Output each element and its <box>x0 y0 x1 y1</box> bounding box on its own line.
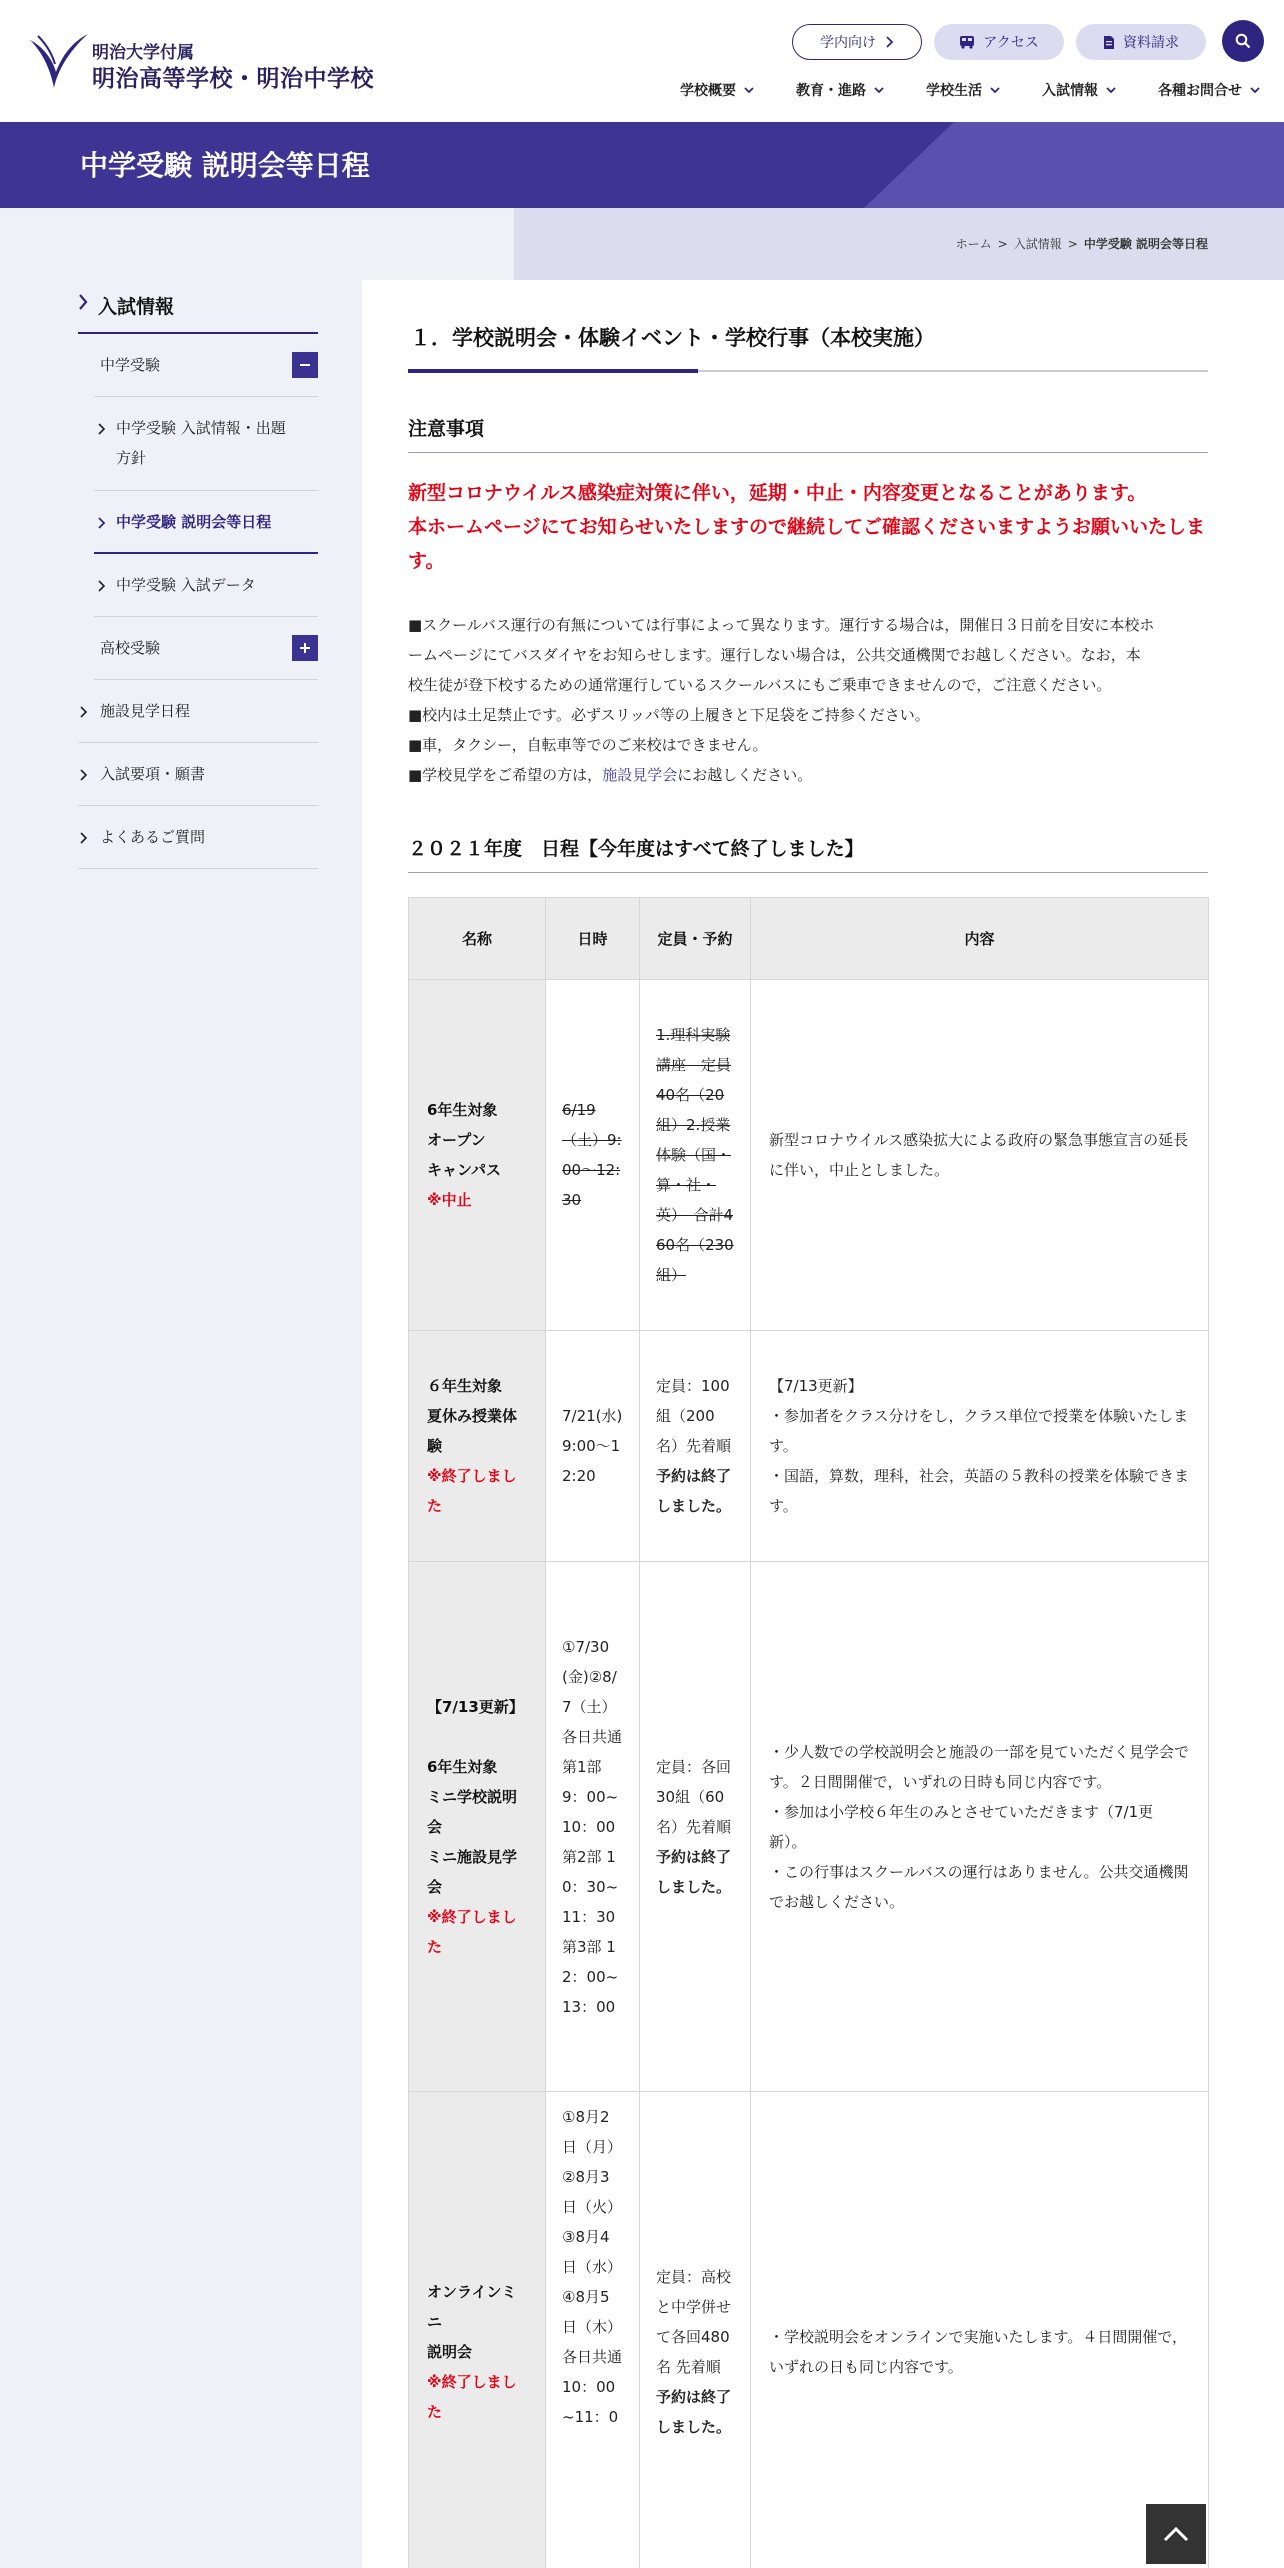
sidebar-heading-label: 入試情報 <box>98 296 175 318</box>
sidebar-item-junior-exam-info[interactable] <box>94 397 318 491</box>
chevron-down-icon <box>744 87 754 94</box>
notes-line <box>408 760 1208 790</box>
chevron-down-icon <box>1250 87 1260 94</box>
search-button[interactable] <box>1222 20 1264 62</box>
event-status: た <box>427 2402 443 2421</box>
minus-icon <box>299 359 311 371</box>
nav-contact[interactable] <box>1158 80 1260 100</box>
nav-label: 学校生活 <box>926 83 982 99</box>
page-title: 中学受験 説明会等日程 <box>80 149 370 182</box>
event-status: た <box>427 1497 443 1515</box>
nav-label: 各種お問合せ <box>1158 83 1242 99</box>
event-status: ※終了しまし <box>427 2372 517 2391</box>
logo-emblem-icon <box>28 32 90 90</box>
notes-text-post: にお越しください。 <box>677 766 813 784</box>
sidebar-item-high-school-exam[interactable] <box>94 617 318 680</box>
event-capacity: 定員：高校と中学併せて各回480名 先着順 <box>656 2267 732 2376</box>
page-title-band <box>0 122 1284 208</box>
chevron-right-icon <box>80 769 88 781</box>
event-name-cell <box>409 1331 546 1562</box>
breadcrumb-admissions[interactable]: 入試情報 <box>1013 237 1062 251</box>
schedule-heading: ２０２１年度 日程【今年度はすべて終了しました】 <box>408 838 864 860</box>
event-name-line: ６年生対象 <box>427 1377 503 1395</box>
event-date-cell: ①7/30(金)②8/7（土）各日共通 第1部 9：00~10：00 第2部 10：30~11：30 第3部 12：00~13：00 <box>546 1562 640 2092</box>
chevron-right-icon <box>80 706 88 718</box>
internal-link-label: 学内向け <box>820 35 876 51</box>
event-status: ※終了しまし <box>427 1907 517 1926</box>
nav-label: 教育・進路 <box>796 83 866 99</box>
breadcrumb-current: 中学受験 説明会等日程 <box>1083 237 1208 251</box>
logo-title: 明治高等学校・明治中学校 <box>92 66 374 92</box>
covid-notice-line: 新型コロナウイルス感染症対策に伴い，延期・中止・内容変更となることがあります。 <box>408 482 1147 504</box>
event-status: ※終了しまし <box>427 1467 517 1485</box>
event-content-line: ・国語，算数，理科，社会，英語の５教科の授業を体験できます。 <box>769 1467 1190 1515</box>
column-header: 定員・予約 <box>640 898 751 980</box>
notes-line: ■スクールバス運行の有無については行事によって異なります。運行する場合は，開催日３日前を目安に本校ホ <box>408 616 1155 634</box>
event-name-line: キャンパス <box>427 1161 501 1179</box>
nav-admissions[interactable] <box>1042 80 1116 100</box>
event-name-line: ミニ施設見学会 <box>427 1847 518 1896</box>
chevron-right-icon <box>98 580 106 592</box>
event-status: た <box>427 1937 443 1956</box>
reservation-status: 予約は終了しました。 <box>656 1847 732 1896</box>
chevron-right-icon <box>98 423 106 435</box>
expand-toggle[interactable] <box>292 635 318 661</box>
column-header: 日時 <box>546 898 640 980</box>
notes-text-pre: ■学校見学をご希望の方は， <box>408 766 603 784</box>
sidebar-item-label: 中学受験 入試情報・出題 <box>116 419 286 437</box>
event-name-line: ミニ学校説明会 <box>427 1787 518 1836</box>
reservation-status: 予約は終了しました。 <box>656 2387 732 2436</box>
sidebar-item-facility-tour[interactable] <box>78 680 318 743</box>
event-content-line: ・少人数での学校説明会と施設の一部を見ていただく見学会です。２日間開催で，いずれの日時も同じ内容です。 <box>769 1742 1190 1791</box>
event-content-cell <box>751 1562 1209 2092</box>
breadcrumb-separator: > <box>1067 237 1078 251</box>
table-header-row <box>409 898 1209 980</box>
event-name-cell <box>409 2092 546 2568</box>
notes-line: 校生徒が登下校するための通常運行しているスクールバスにもご乗車できませんので，ご注意ください。 <box>408 676 1112 694</box>
schedule-heading-rule <box>408 872 1208 873</box>
sidebar-item-label: 入試要項・願書 <box>100 765 206 783</box>
event-content-line: ・この行事はスクールバスの運行はありません。公共交通機関でお越しください。 <box>769 1862 1189 1911</box>
column-header: 内容 <box>751 898 1209 980</box>
sidebar-item-label-cont: 方針 <box>116 449 147 467</box>
site-header <box>0 0 1284 122</box>
nav-school-overview[interactable] <box>680 80 754 100</box>
sidebar-item-label: 高校受験 <box>100 639 161 657</box>
internal-link-button[interactable] <box>792 24 922 60</box>
sidebar-item-junior-exam-schedule[interactable] <box>94 491 318 554</box>
chevron-right-icon <box>886 36 894 48</box>
back-to-top-button[interactable] <box>1146 2504 1206 2564</box>
utility-links <box>792 24 1264 64</box>
spacer <box>427 1722 527 1752</box>
chevron-right-icon <box>98 517 106 529</box>
plus-icon <box>299 642 311 654</box>
request-materials-label: 資料請求 <box>1123 35 1179 51</box>
global-nav <box>638 80 1260 100</box>
chevron-right-icon <box>78 294 88 310</box>
collapse-toggle[interactable] <box>292 352 318 378</box>
sidebar-heading[interactable] <box>78 280 318 334</box>
nav-label: 学校概要 <box>680 83 736 99</box>
table-row <box>409 2092 1209 2568</box>
event-content-line: 【7/13更新】 <box>769 1377 863 1395</box>
sidebar-item-label: よくあるご質問 <box>100 828 206 846</box>
sidebar-item-junior-exam-data[interactable] <box>94 554 318 617</box>
document-icon <box>1103 35 1115 50</box>
breadcrumb-home[interactable]: ホーム <box>955 237 992 251</box>
event-content-line: ・参加は小学校６年生のみとさせていただきます（7/1更新）。 <box>769 1802 1154 1851</box>
schedule-table <box>408 897 1209 2568</box>
chevron-right-icon <box>80 832 88 844</box>
table-row <box>409 1331 1209 1562</box>
title-band-decoration <box>864 122 1284 208</box>
sidebar-item-label: 中学受験 <box>100 356 161 374</box>
notes-line: ■校内は土足禁止です。必ずスリッパ等の上履きと下足袋をご持参ください。 <box>408 706 930 724</box>
event-date-cell: ①8月2日（月）②8月3日（火）③8月4日（水）④8月5日（木）各日共通 10：00~11：0 <box>546 2092 640 2568</box>
event-name-line: オンラインミニ <box>427 2282 517 2331</box>
section-heading-accent <box>408 369 698 373</box>
notes-text <box>408 610 1208 790</box>
bus-icon <box>959 35 975 49</box>
column-header: 名称 <box>409 898 546 980</box>
event-name-line: 験 <box>427 1437 443 1455</box>
event-date-cell: 7/21(水) 9:00～12:20 <box>546 1331 640 1562</box>
access-label: アクセス <box>983 35 1039 51</box>
covid-notice-line: す。 <box>408 550 445 572</box>
covid-notice-line: 本ホームページにてお知らせいたしますので継続してご確認くださいますようお願いいたしま <box>408 516 1206 538</box>
event-name-line: オープン <box>427 1131 486 1149</box>
chevron-down-icon <box>1106 87 1116 94</box>
breadcrumb-separator: > <box>997 237 1008 251</box>
covid-notice <box>408 476 1208 578</box>
sidebar-item-label: 中学受験 入試データ <box>116 576 256 594</box>
chevron-down-icon <box>874 87 884 94</box>
event-capacity-cell <box>640 1331 751 1562</box>
nav-education[interactable] <box>796 80 884 100</box>
chevron-up-icon <box>1163 2526 1189 2542</box>
event-status: ※中止 <box>427 1191 472 1209</box>
notes-line: ■車，タクシー，自転車等でのご来校はできません。 <box>408 736 768 754</box>
table-row <box>409 980 1209 1331</box>
sidebar-item-junior-exam[interactable] <box>94 334 318 397</box>
table-row <box>409 1562 1209 2092</box>
event-date-cell: 6/19（土）9:00～12:30 <box>546 980 640 1331</box>
notes-line: ームページにてバスダイヤをお知らせします。運行しない場合は，公共交通機関でお越しください。なお，本 <box>408 646 1141 664</box>
event-content-cell: 新型コロナウイルス感染拡大による政府の緊急事態宣言の延長に伴い，中止としました。 <box>751 980 1209 1331</box>
reservation-status: 予約は終了しました。 <box>656 1467 732 1515</box>
notice-heading: 注意事項 <box>408 418 485 440</box>
event-name-cell <box>409 980 546 1331</box>
request-materials-button[interactable] <box>1076 24 1206 60</box>
event-capacity-cell <box>640 2092 751 2568</box>
main-content <box>362 280 1284 2568</box>
sidebar-item-label: 施設見学日程 <box>100 702 191 720</box>
logo-subtitle: 明治大学付属 <box>92 43 194 63</box>
school-logo[interactable] <box>28 30 374 94</box>
event-capacity-cell: 1.理科実験講座 定員40名（20組）2.授業体験（国・算・社・英） 合計460名（230組） <box>640 980 751 1331</box>
search-icon <box>1235 33 1251 49</box>
access-button[interactable] <box>934 24 1064 60</box>
event-name-cell <box>409 1562 546 2092</box>
nav-school-life[interactable] <box>926 80 1000 100</box>
section-heading: １．学校説明会・体験イベント・学校行事（本校実施） <box>410 326 935 350</box>
notice-heading-rule <box>408 452 1208 453</box>
event-name-line: 夏休み授業体 <box>427 1407 518 1425</box>
facility-tour-link[interactable]: 施設見学会 <box>602 766 678 784</box>
event-content-cell <box>751 2092 1209 2568</box>
event-capacity-cell <box>640 1562 751 2092</box>
event-name-line: 説明会 <box>427 2342 473 2361</box>
breadcrumb <box>956 235 1208 252</box>
sidebar-item-guidelines[interactable] <box>78 743 318 806</box>
sidebar-item-faq[interactable] <box>78 806 318 869</box>
event-capacity: 定員：各回30組（60名）先着順 <box>656 1757 732 1836</box>
nav-label: 入試情報 <box>1042 83 1098 99</box>
event-capacity: 定員：100組（200名）先着順 <box>656 1377 732 1455</box>
event-name-line: 6年生対象 <box>427 1101 498 1119</box>
event-content-cell <box>751 1331 1209 1562</box>
sidebar-item-label: 中学受験 説明会等日程 <box>116 513 272 531</box>
event-content-line: ・学校説明会をオンラインで実施いたします。４日間開催で，いずれの日も同じ内容です。 <box>769 2327 1188 2376</box>
event-update-note: 【7/13更新】 <box>427 1697 524 1716</box>
event-content-line: ・参加者をクラス分けをし，クラス単位で授業を体験いたします。 <box>769 1407 1189 1455</box>
chevron-down-icon <box>990 87 1000 94</box>
event-name-line: 6年生対象 <box>427 1757 498 1776</box>
